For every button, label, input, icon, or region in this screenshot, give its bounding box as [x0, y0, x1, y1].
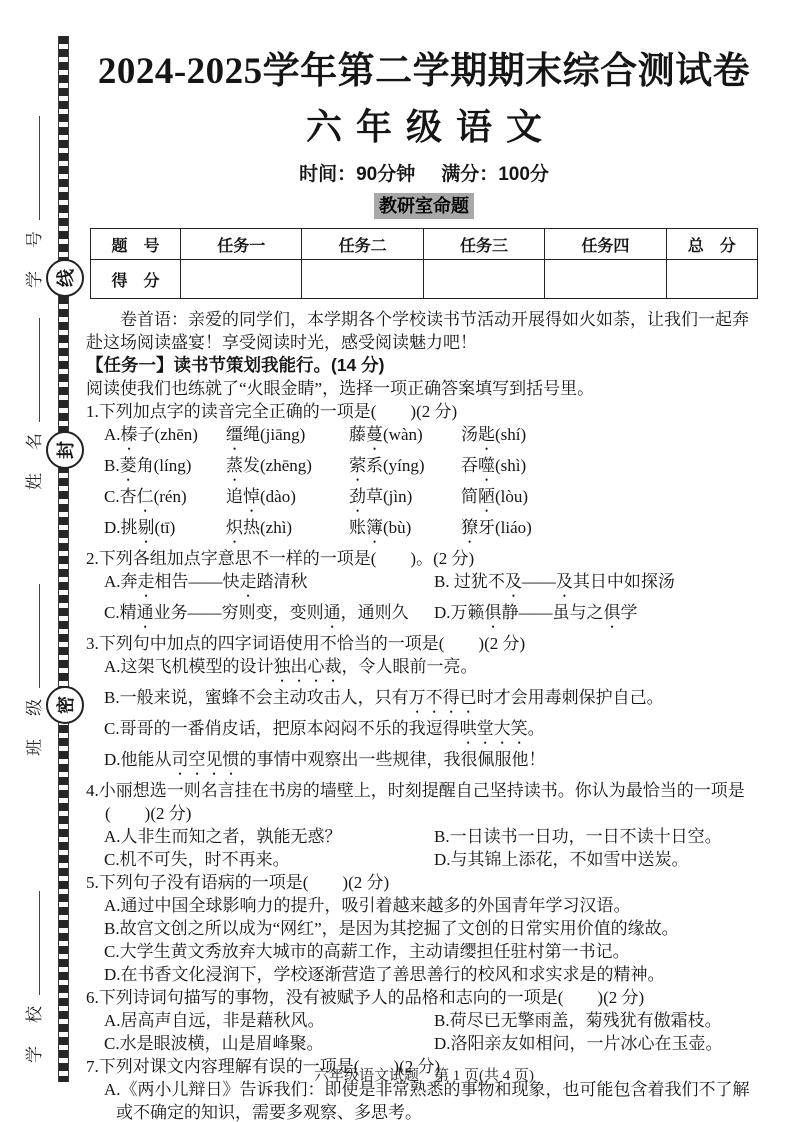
option-c: C.哥哥的一番俏皮话，把原本闷闷不乐的我逗得哄堂大笑。 — [104, 719, 545, 738]
option-a: A.《两小儿辩日》告诉我们：即使是非常熟悉的事物和现象，也可能包含着我们不了解或不确定的知识，需要多观察、多思考。 — [104, 1080, 750, 1122]
option-c-word4: 简陋(lòu) — [461, 487, 529, 506]
option-d-word4: 獠牙(liáo) — [461, 518, 532, 537]
setter-badge: 教研室命题 — [374, 193, 474, 219]
option-c: C.水是眼波横，山是眉峰聚。 — [104, 1034, 324, 1053]
score-row-label: 得 分 — [91, 260, 181, 299]
score-header-task4: 任务四 — [545, 229, 666, 260]
question-1 — [86, 400, 762, 547]
option-c-word3: 劲草(jìn) — [349, 487, 413, 506]
student-id-field — [19, 96, 45, 288]
question-1-row-c — [86, 485, 762, 516]
full-score: 满分：100分 — [441, 164, 549, 185]
option-b: B.一日读书一日功，一日不读十日空。 — [434, 827, 722, 846]
option-d-word3: 账簿(bù) — [349, 518, 412, 537]
question-1-row-b — [86, 454, 762, 485]
option-d: D.万籁俱静——虽与之俱学 — [434, 603, 638, 622]
question-4 — [86, 779, 762, 871]
school-field — [19, 871, 45, 1063]
option-d: D.挑剔(tī) — [104, 518, 176, 537]
page-footer: 六年级语文试题 第 1 页(共 4 页) — [314, 1068, 534, 1084]
option-d: D.他能从司空见惯的事情中观察出一些规律，我很佩服他！ — [104, 750, 546, 769]
score-header-task2: 任务二 — [302, 229, 423, 260]
binding-dashed-line — [58, 36, 69, 1082]
student-id-label: 学 号 — [24, 228, 44, 288]
school-label: 学 校 — [24, 1003, 44, 1063]
score-header-task3: 任务三 — [423, 229, 544, 260]
question-6 — [86, 986, 762, 1055]
option-c: C.机不可失，时不再来。 — [104, 850, 290, 869]
seal-thread-char: 线 — [56, 269, 76, 287]
question-4-row-ab — [86, 825, 762, 848]
question-1-row-d — [86, 516, 762, 547]
score-header-total: 总 分 — [666, 229, 757, 260]
option-b-word4: 吞噬(shì) — [461, 456, 527, 475]
class-field — [19, 564, 45, 756]
option-d: D.在书香文化浸润下，学校逐渐营造了善思善行的校风和求实求是的精神。 — [104, 965, 665, 984]
class-blank-line — [25, 584, 40, 688]
student-name-field — [19, 298, 45, 490]
task1-intro: 阅读使我们也练就了“火眼金睛”，选择一项正确答案填写到括号里。 — [86, 379, 595, 398]
seal-circle-thread — [46, 259, 84, 297]
option-a: A.人非生而知之者，孰能无惑？ — [104, 827, 342, 846]
question-2 — [86, 547, 762, 632]
task1-heading: 【任务一】读书节策划我能行。(14 分) — [86, 355, 385, 375]
score-cell-task1 — [181, 260, 302, 299]
option-b: B.故宫文创之所以成为“网红”，是因为其挖掘了文创的日常实用价值的缘故。 — [104, 919, 679, 938]
option-c: C.杏仁(rén) — [104, 487, 187, 506]
option-b: B.一般来说，蜜蜂不会主动攻击人，只有万不得已时才会用毒刺保护自己。 — [104, 688, 664, 707]
seal-circle-secret — [46, 686, 84, 724]
question-6-stem: 6.下列诗词句描写的事物，没有被赋予人的品格和志向的一项是( )(2 分) — [86, 988, 645, 1007]
seal-seal-char: 封 — [56, 441, 76, 459]
score-cell-task2 — [302, 260, 423, 299]
question-3-stem: 3.下列句中加点的四字词语使用不恰当的一项是( )(2 分) — [86, 634, 526, 653]
question-1-row-a — [86, 423, 762, 454]
option-c-word2: 追悼(dào) — [226, 487, 296, 506]
option-b-word2: 蒸发(zhēng) — [226, 456, 312, 475]
student-name-label: 姓 名 — [24, 430, 44, 490]
question-2-stem: 2.下列各组加点字意思不一样的一项是( )。(2 分) — [86, 549, 475, 568]
score-cell-task3 — [423, 260, 544, 299]
option-a-word3: 藤蔓(wàn) — [349, 425, 423, 444]
option-d: D.洛阳亲友如相问，一片冰心在玉壶。 — [434, 1034, 723, 1053]
option-c: C.精通业务——穷则变，变则通，通则久 — [104, 603, 409, 622]
option-a-word4: 汤匙(shí) — [461, 425, 527, 444]
option-a: A.奔走相告——快走踏清秋 — [104, 572, 308, 591]
option-b-word3: 萦系(yíng) — [349, 456, 425, 475]
exam-meta — [86, 163, 762, 187]
option-a: A.这架飞机模型的设计独出心裁，令人眼前一亮。 — [104, 657, 478, 676]
option-d: D.与其锦上添花，不如雪中送炭。 — [434, 850, 689, 869]
school-blank-line — [25, 891, 40, 995]
student-name-blank-line — [25, 318, 40, 422]
score-table-header-row — [91, 229, 758, 260]
question-3 — [86, 632, 762, 779]
option-b: B.荷尽已无擎雨盖，菊残犹有傲霜枝。 — [434, 1011, 722, 1030]
score-cell-total — [666, 260, 757, 299]
seal-secret-char: 密 — [56, 696, 76, 714]
seal-circle-seal — [46, 431, 84, 469]
option-d-word2: 炽热(zhì) — [226, 518, 293, 537]
score-header-no: 题 号 — [91, 229, 181, 260]
question-2-row-cd — [86, 601, 762, 632]
question-1-stem: 1.下列加点字的读音完全正确的一项是( )(2 分) — [86, 402, 458, 421]
option-a-word2: 缰绳(jiāng) — [226, 425, 306, 444]
question-5-stem: 5.下列句子没有语病的一项是( )(2 分) — [86, 873, 390, 892]
option-c: C.大学生黄文秀放弃大城市的高薪工作，主动请缨担任驻村第一书记。 — [104, 942, 630, 961]
preamble: 卷首语：亲爱的同学们，本学期各个学校读书节活动开展得如火如荼，让我们一起奔赴这场阅读盛宴！享受阅读时光，感受阅读魅力吧！ — [86, 310, 749, 352]
score-table-score-row — [91, 260, 758, 299]
time-limit: 时间：90分钟 — [299, 164, 416, 185]
student-id-blank-line — [25, 116, 40, 220]
question-4-stem: 4.小丽想选一则名言挂在书房的墙壁上，时刻提醒自己坚持读书。你认为最恰当的一项是( )(2 分) — [86, 781, 745, 823]
question-7-stem: 7.下列对课文内容理解有误的一项是( )(2 分) — [86, 1057, 441, 1076]
exam-content — [86, 0, 762, 1122]
exam-title: 2024-2025学年第二学期期末综合测试卷 — [97, 51, 751, 92]
option-b: B. 过犹不及——及其日中如探汤 — [434, 572, 675, 591]
badge-row — [86, 193, 762, 219]
option-a: A.榛子(zhēn) — [104, 425, 198, 444]
score-header-task1: 任务一 — [181, 229, 302, 260]
option-a: A.居高声自远，非是藉秋风。 — [104, 1011, 325, 1030]
question-4-row-cd — [86, 848, 762, 871]
score-cell-task4 — [545, 260, 666, 299]
class-label: 班 级 — [24, 696, 44, 756]
question-5 — [86, 871, 762, 986]
score-table — [90, 228, 758, 299]
question-2-row-ab — [86, 570, 762, 601]
question-6-row-ab — [86, 1009, 762, 1032]
option-a: A.通过中国全球影响力的提升，吸引着越来越多的外国青年学习汉语。 — [104, 896, 631, 915]
exam-subject: 六年级语文 — [305, 107, 556, 147]
question-6-row-cd — [86, 1032, 762, 1055]
option-b: B.菱角(líng) — [104, 456, 192, 475]
